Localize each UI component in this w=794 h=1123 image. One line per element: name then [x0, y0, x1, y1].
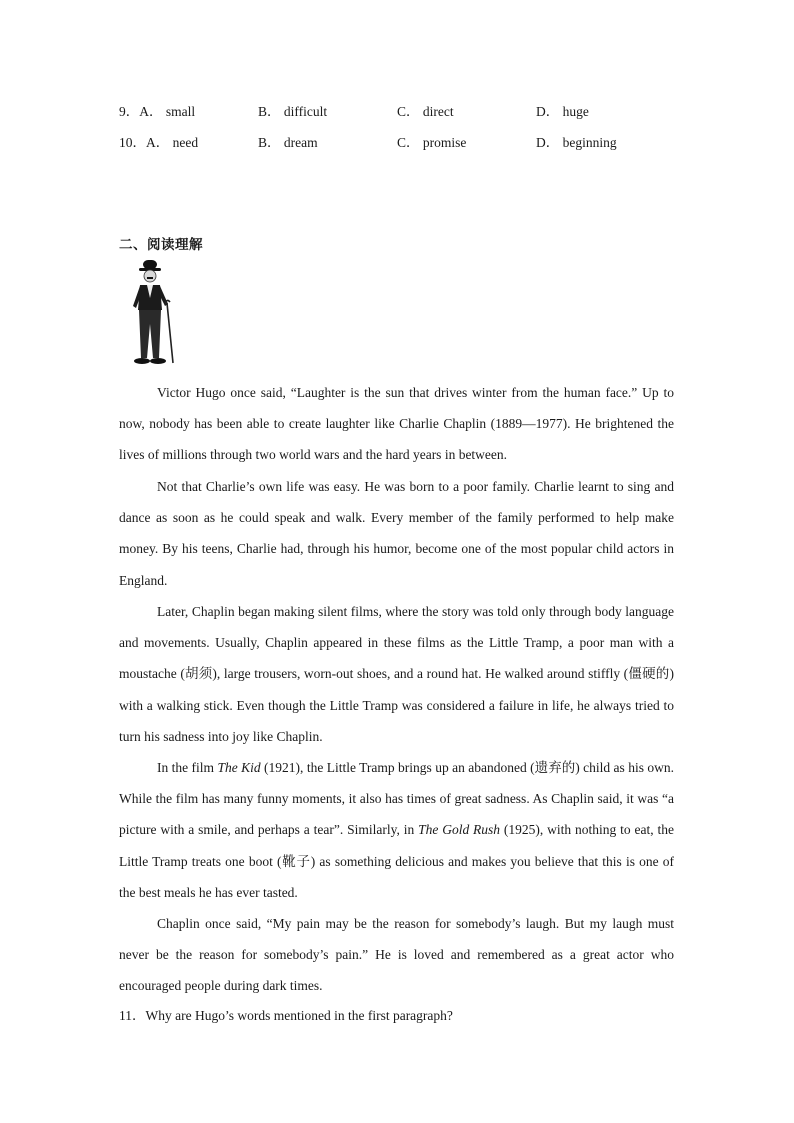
option-text: small	[165, 104, 196, 119]
option-10-a	[119, 134, 198, 152]
option-letter: A．	[139, 104, 163, 119]
passage-paragraph-1: Victor Hugo once said, “Laughter is the sun that drives winter from the human face.” Up to now, nobody has been able to create laughter like Charlie Chaplin (1889—1977). He brightened the lives of millions through two world wars and the hard years in between.	[119, 385, 674, 463]
option-text: huge	[562, 104, 589, 119]
option-text: direct	[422, 104, 454, 119]
passage-paragraph-5: Chaplin once said, “My pain may be the reason for somebody’s laugh. But my laugh must never be the reason for somebody’s pain.” He is loved and remembered as a great actor who encouraged people during dark times.	[119, 916, 674, 994]
option-9-b	[258, 103, 327, 121]
question-11: 11．Why are Hugo’s words mentioned in the first paragraph?	[119, 1008, 453, 1023]
option-letter: C．	[397, 135, 420, 150]
option-letter: B．	[258, 104, 281, 119]
option-9-a	[119, 103, 195, 121]
option-letter: D．	[536, 104, 560, 119]
option-10-c	[397, 134, 466, 152]
passage-paragraph-4	[119, 752, 674, 908]
text-run: In the film	[157, 760, 218, 775]
option-letter: D．	[536, 135, 560, 150]
option-letter: B．	[258, 135, 281, 150]
film-title: The Gold Rush	[418, 822, 501, 838]
option-text: dream	[283, 135, 318, 150]
question-number: 10．	[119, 135, 146, 150]
question-number: 9．	[119, 104, 140, 119]
option-10-d	[536, 134, 617, 152]
passage-paragraph-3: Later, Chaplin began making silent films, where the story was told only through body language and movements. Usually, Chaplin appeared in these films as the Little Tramp, a poor man with a moustache (胡须), large trousers, worn-out shoes, and a round hat. He walked around stiffly (僵硬的) with a walking stick. Even though the Little Tramp was considered a failure in life, he always tried to turn his sadness into joy like Chaplin.	[119, 604, 674, 744]
option-9-d	[536, 103, 589, 121]
chaplin-illustration	[125, 258, 177, 368]
option-text: beginning	[562, 135, 617, 150]
option-letter: C．	[397, 104, 420, 119]
option-9-c	[397, 103, 454, 121]
film-title: The Kid	[217, 760, 261, 775]
option-text: need	[172, 135, 199, 150]
option-10-b	[258, 134, 318, 152]
option-text: promise	[422, 135, 467, 150]
option-text: difficult	[283, 104, 328, 119]
option-letter: A．	[146, 135, 170, 150]
text-run: (1925), with nothing to eat, the Little Tramp treats one boot (靴子) as something delicious and makes you believe that this is one of the best meals he has ever tasted.	[119, 822, 674, 900]
section-title: 二、阅读理解	[119, 237, 203, 253]
passage-paragraph-2: Not that Charlie’s own life was easy. He was born to a poor family. Charlie learnt to sing and dance as soon as he could speak and walk. Every member of the family performed to help make money. By his teens, Charlie had, through his humor, become one of the most popular child actors in England.	[119, 479, 674, 588]
text-run: (1921), the Little Tramp brings up an abandoned (遗弃的) child as his own. While the film has many funny moments, it also has times of great sadness. As Chaplin said, it was “a picture with a smile, and perhaps a tear”. Similarly, in	[119, 760, 674, 838]
